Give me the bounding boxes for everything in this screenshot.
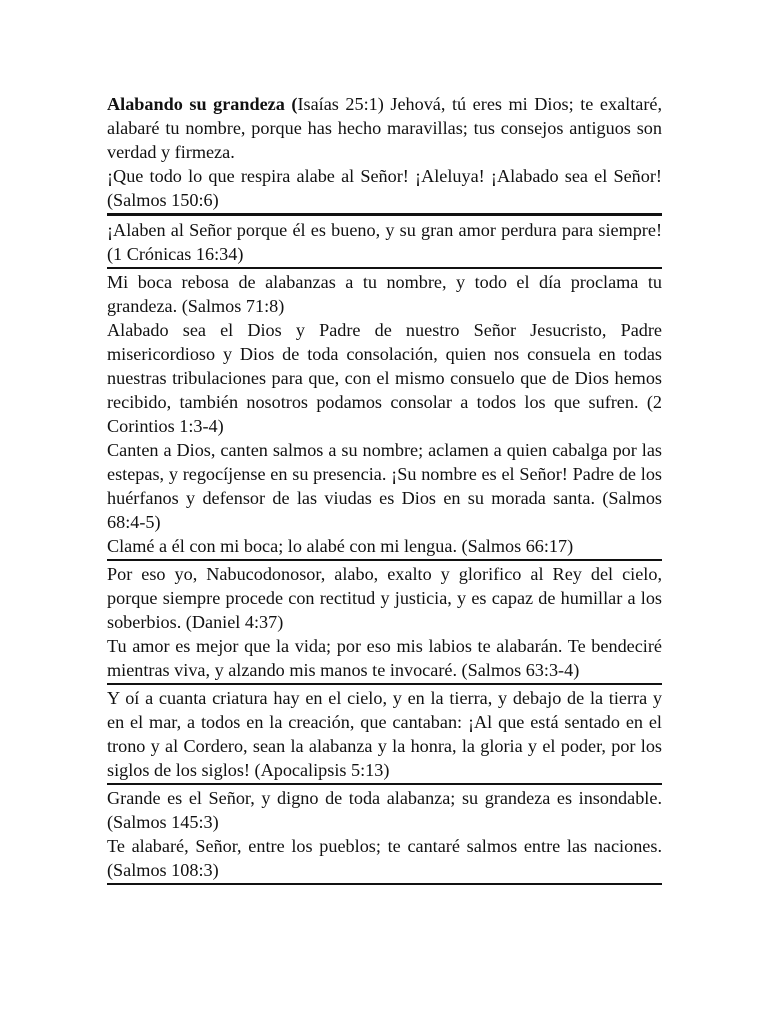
verse-salmos-108-3: Te alabaré, Señor, entre los pueblos; te cantaré salmos entre las naciones. (Salmos 108:3) (107, 836, 662, 880)
verse-apocalipsis-5-13: Y oí a cuanta criatura hay en el cielo, y en la tierra, y debajo de la tierra y en el mar, a todos en la creación, que cantaban: ¡Al que está sentado en el trono y al Cordero, sean la alabanza y la honra, la gloria y el poder, por los siglos de los siglos! (Apocalipsis 5:13) (107, 688, 662, 780)
verse-2-corintios-1-3-4: Alabado sea el Dios y Padre de nuestro Señor Jesucristo, Padre misericordioso y Dios de toda consolación, quien nos consuela en todas nuestras tribulaciones para que, con el mismo consuelo que de Dios hemos recibido, también nosotros podamos consolar a todos los que sufren. (2 Corintios 1:3-4) (107, 320, 662, 436)
verse-salmos-66-17: Clamé a él con mi boca; lo alabé con mi lengua. (Salmos 66:17) (107, 536, 574, 556)
verse-salmos-150-6: ¡Que todo lo que respira alabe al Señor! ¡Aleluya! ¡Alabado sea el Señor! (Salmos 150:6) (107, 166, 662, 210)
verse-salmos-63-3-4: Tu amor es mejor que la vida; por eso mis labios te alabarán. Te bendeciré mientras viva, y alzando mis manos te invocaré. (Salmos 63:3-4) (107, 636, 662, 680)
section-divider (107, 883, 662, 885)
section-divider (107, 267, 662, 269)
section-divider (107, 559, 662, 561)
verse-isaias-25-1 (107, 92, 662, 164)
verse-daniel-4-37: Por eso yo, Nabucodonosor, alabo, exalto y glorifico al Rey del cielo, porque siempre procede con rectitud y justicia, y es capaz de humillar a los soberbios. (Daniel 4:37) (107, 564, 662, 632)
verse-salmos-71-8: Mi boca rebosa de alabanzas a tu nombre, y todo el día proclama tu grandeza. (Salmos 71:8) (107, 272, 662, 316)
verse-salmos-68-4-5: Canten a Dios, canten salmos a su nombre; aclamen a quien cabalga por las estepas, y regocíjense en su presencia. ¡Su nombre es el Señor! Padre de los huérfanos y defensor de las viudas es Dios en su morada santa. (Salmos 68:4-5) (107, 440, 662, 532)
section-divider (107, 683, 662, 685)
verse-salmos-145-3: Grande es el Señor, y digno de toda alabanza; su grandeza es insondable. (Salmos 145:3) (107, 788, 662, 832)
verse-text: Isaías 25:1) Jehová, tú eres mi Dios; te exaltaré, alabaré tu nombre, porque has hecho maravillas; tus consejos antiguos son verdad y firmeza. (107, 94, 663, 162)
verse-1-cronicas-16-34: ¡Alaben al Señor porque él es bueno, y su gran amor perdura para siempre! (1 Crónicas 16:34) (107, 220, 662, 264)
document-title: Alabando su grandeza ( (107, 94, 298, 114)
document-page (107, 92, 662, 886)
section-divider (107, 783, 662, 785)
section-divider (107, 213, 662, 216)
